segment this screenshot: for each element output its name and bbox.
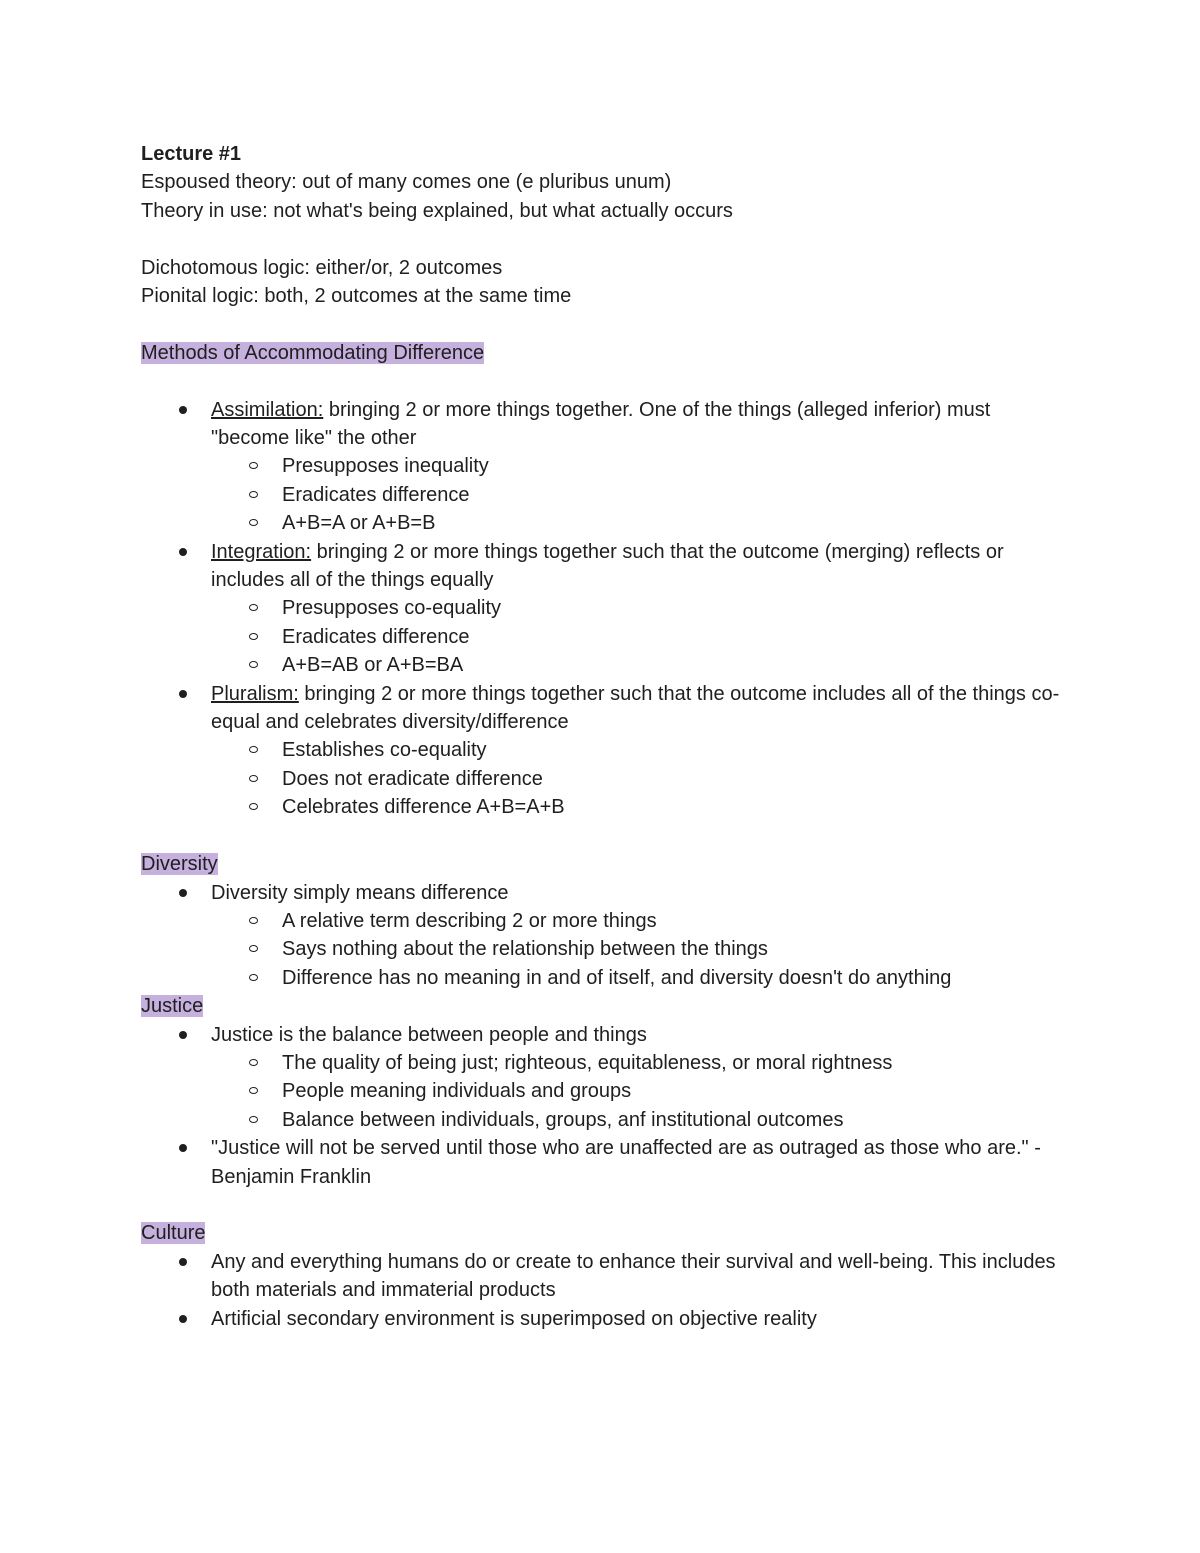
bullet-text: bringing 2 or more things together. One of the things (alleged inferior) must "become like" the other bbox=[211, 398, 991, 450]
section-heading-methods bbox=[141, 339, 1071, 367]
spacer bbox=[141, 367, 1071, 395]
sub-bullet-item: Establishes co-equality bbox=[141, 736, 1071, 764]
sub-bullet-item: Does not eradicate difference bbox=[141, 765, 1071, 793]
spacer bbox=[141, 822, 1071, 850]
bullet-text: Artificial secondary environment is superimposed on objective reality bbox=[211, 1307, 817, 1330]
section-heading-justice bbox=[141, 992, 1071, 1020]
sub-bullet-item: Eradicates difference bbox=[141, 623, 1071, 651]
bullet-item bbox=[141, 396, 1071, 453]
diversity-list bbox=[141, 879, 1071, 993]
bullet-item bbox=[141, 1021, 1071, 1049]
sub-bullet-item: Difference has no meaning in and of itself, and diversity doesn't do anything bbox=[141, 964, 1071, 992]
sub-list-wrapper bbox=[141, 907, 1071, 992]
bullet-text: "Justice will not be served until those who are unaffected are as outraged as those who are." -Benjamin Franklin bbox=[211, 1137, 1041, 1188]
sub-bullet-item: People meaning individuals and groups bbox=[141, 1077, 1071, 1105]
document-page bbox=[141, 140, 1071, 1333]
justice-list bbox=[141, 1021, 1071, 1191]
sub-bullet-item: The quality of being just; righteous, equitableness, or moral rightness bbox=[141, 1049, 1071, 1077]
bullet-item bbox=[141, 1305, 1071, 1333]
sub-bullet-item: Says nothing about the relationship between the things bbox=[141, 935, 1071, 963]
sub-bullet-item: Celebrates difference A+B=A+B bbox=[141, 793, 1071, 821]
bullet-item bbox=[141, 1248, 1071, 1305]
sub-bullet-item: A+B=AB or A+B=BA bbox=[141, 651, 1071, 679]
sub-list bbox=[211, 1049, 1071, 1134]
culture-list bbox=[141, 1248, 1071, 1333]
bullet-item bbox=[141, 538, 1071, 595]
sub-list bbox=[211, 736, 1071, 821]
sub-bullet-item: Eradicates difference bbox=[141, 481, 1071, 509]
sub-list-wrapper bbox=[141, 452, 1071, 537]
bullet-term: Assimilation: bbox=[211, 398, 324, 421]
sub-list-wrapper bbox=[141, 594, 1071, 679]
sub-bullet-item: Balance between individuals, groups, anf institutional outcomes bbox=[141, 1106, 1071, 1134]
heading-highlight: Methods of Accommodating Difference bbox=[141, 341, 485, 364]
sub-bullet-item: A+B=A or A+B=B bbox=[141, 509, 1071, 537]
sub-list bbox=[211, 452, 1071, 537]
bullet-text: bringing 2 or more things together such that the outcome (merging) reflects or includes all of the things equally bbox=[211, 540, 1004, 592]
sub-list bbox=[211, 907, 1071, 992]
logic-line: Dichotomous logic: either/or, 2 outcomes bbox=[141, 256, 503, 279]
bullet-item bbox=[141, 680, 1071, 737]
document-title: Lecture #1 bbox=[141, 143, 242, 165]
bullet-text: Justice is the balance between people and things bbox=[211, 1023, 647, 1046]
sub-bullet-item: A relative term describing 2 or more things bbox=[141, 907, 1071, 935]
bullet-text: bringing 2 or more things together such that the outcome includes all of the things co-equal and celebrates diversity/difference bbox=[211, 682, 1060, 734]
sub-bullet-item: Presupposes co-equality bbox=[141, 594, 1071, 622]
bullet-term: Integration: bbox=[211, 540, 312, 563]
bullet-item bbox=[141, 879, 1071, 907]
sub-bullet-item: Presupposes inequality bbox=[141, 452, 1071, 480]
spacer bbox=[141, 310, 1071, 338]
intro-line: Theory in use: not what's being explained, but what actually occurs bbox=[141, 199, 733, 222]
methods-list bbox=[141, 396, 1071, 822]
section-heading-culture bbox=[141, 1219, 1071, 1247]
spacer bbox=[141, 1191, 1071, 1219]
heading-highlight: Diversity bbox=[141, 853, 218, 876]
section-heading-diversity bbox=[141, 850, 1071, 878]
bullet-text: Any and everything humans do or create to enhance their survival and well-being. This includes both materials and immaterial products bbox=[211, 1250, 1056, 1302]
spacer bbox=[141, 225, 1071, 253]
intro-line: Espoused theory: out of many comes one (e pluribus unum) bbox=[141, 171, 672, 194]
bullet-term: Pluralism: bbox=[211, 682, 299, 705]
logic-line: Pionital logic: both, 2 outcomes at the same time bbox=[141, 285, 572, 308]
sub-list-wrapper bbox=[141, 736, 1071, 821]
heading-highlight: Justice bbox=[141, 995, 204, 1018]
sub-list-wrapper bbox=[141, 1049, 1071, 1134]
bullet-item bbox=[141, 1134, 1071, 1191]
sub-list bbox=[211, 594, 1071, 679]
heading-highlight: Culture bbox=[141, 1222, 206, 1245]
bullet-text: Diversity simply means difference bbox=[211, 881, 509, 904]
